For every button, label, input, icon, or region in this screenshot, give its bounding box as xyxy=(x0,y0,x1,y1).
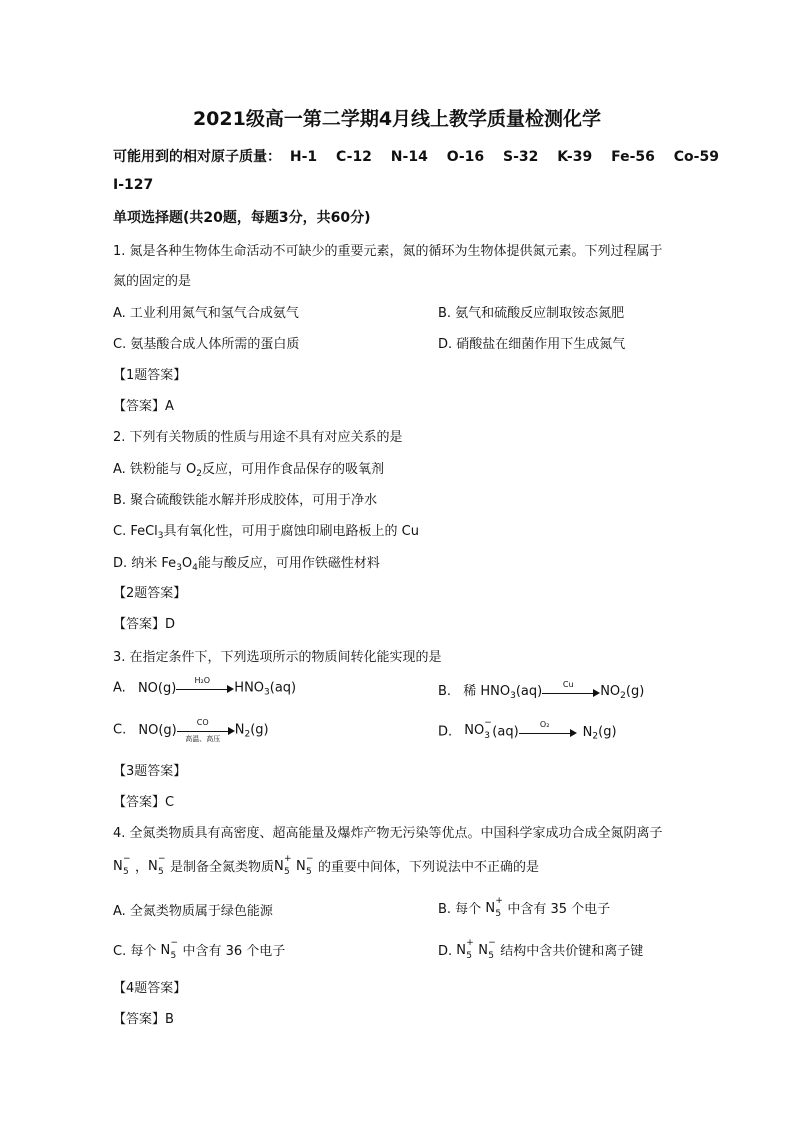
answer-value: D xyxy=(165,617,176,632)
atomic-mass-item: H-1 xyxy=(289,149,318,165)
product: N xyxy=(234,722,245,738)
q2-d-text-cont: 能与酸反应，可用作铁磁性材料 xyxy=(197,556,380,571)
answer-value: A xyxy=(165,399,174,414)
subscript: 4 xyxy=(192,563,198,573)
arrow-condition: Cu xyxy=(562,679,574,689)
option-text: B. 每个 xyxy=(438,902,482,917)
reaction-arrow xyxy=(519,720,577,740)
atomic-mass-item: I-127 xyxy=(113,177,154,193)
q2-c-text-cont: 具有氧化性，可用于腐蚀印刷电路板上的 Cu xyxy=(163,524,419,539)
ion-charge: + xyxy=(466,937,474,948)
question-4-stem-cont xyxy=(113,853,540,878)
q3-answer-heading: 【3题答案】 xyxy=(113,764,187,779)
answer-tag: 【答案】 xyxy=(113,617,166,632)
arrow-condition-below: 高温、高压 xyxy=(185,735,221,743)
ion-base: N xyxy=(296,858,306,874)
product-state: (g) xyxy=(250,722,269,738)
atomic-mass-line xyxy=(113,146,719,166)
reactant: NO(g) xyxy=(138,722,177,738)
ion-charge: − xyxy=(306,853,314,864)
pentazenium-cation xyxy=(485,895,507,920)
ion-charge: − xyxy=(170,937,179,948)
section-title: 单项选择题(共20题，每题3分，共60分) xyxy=(113,210,371,226)
subscript: 3 xyxy=(510,691,516,701)
pentazolate-anion xyxy=(296,853,318,878)
q3-option-d xyxy=(438,718,617,742)
product-state: (g) xyxy=(625,684,645,699)
option-label: D. xyxy=(438,724,453,740)
page-title: 2021级高一第二学期4月线上教学质量检测化学 xyxy=(192,108,602,130)
punctuation: ， xyxy=(135,860,149,875)
q3-answer xyxy=(113,791,174,810)
reaction-arrow xyxy=(542,679,600,700)
q2-c-text: C. FeCl xyxy=(113,524,158,539)
q1-option-b: B. 氨气和硫酸反应制取铵态氮肥 xyxy=(438,306,625,321)
subscript: 2 xyxy=(244,729,251,740)
reactant-state: (aq) xyxy=(492,724,519,740)
subscript: 3 xyxy=(264,687,270,698)
product: N xyxy=(582,724,593,740)
arrow-condition: O₂ xyxy=(539,720,550,729)
question-4-stem: 4. 全氮类物质具有高密度、超高能量及爆炸产物无污染等优点。中国科学家成功合成全氮阴离子 xyxy=(113,826,663,841)
stem-text: 的重要中间体，下列说法中不正确的是 xyxy=(318,860,540,875)
ion-base: N xyxy=(160,942,171,958)
atomic-mass-item: O-16 xyxy=(446,149,485,165)
subscript: 2 xyxy=(196,469,203,479)
q2-d-text: D. 纳米 Fe xyxy=(113,556,177,571)
q3-option-c xyxy=(113,718,269,743)
q4-answer xyxy=(113,1008,174,1027)
q2-option-b: B. 聚合硫酸铁能水解并形成胶体，可用于净水 xyxy=(113,493,378,508)
subscript: 3 xyxy=(157,531,164,541)
ion-subscript: 5 xyxy=(170,950,177,961)
q4-option-a: A. 全氮类物质属于绿色能源 xyxy=(113,904,273,919)
stem-text: 是制备全氮类物质 xyxy=(170,860,275,875)
option-text-cont: 结构中含共价键和离子键 xyxy=(500,944,644,959)
q3-option-a xyxy=(113,676,297,698)
answer-tag: 【答案】 xyxy=(113,1012,166,1027)
reactant: 稀 HNO xyxy=(463,684,511,699)
atomic-mass-item: N-14 xyxy=(390,149,428,165)
answer-value: C xyxy=(165,795,175,810)
atomic-mass-item: K-39 xyxy=(557,149,593,165)
q1-answer-heading: 【1题答案】 xyxy=(113,368,187,383)
ion-base: N xyxy=(274,858,284,874)
q4-option-b xyxy=(438,895,611,920)
pentazolate-anion xyxy=(148,853,170,878)
q2-answer xyxy=(113,613,175,632)
question-1-stem: 1. 氮是各种生物体生命活动不可缺少的重要元素，氮的循环为生物体提供氮元素。下列过程属于 xyxy=(113,244,663,259)
atomic-mass-item: S-32 xyxy=(503,149,539,165)
ion-charge: + xyxy=(495,895,503,906)
option-text-cont: 中含有 36 个电子 xyxy=(182,944,286,959)
q1-option-c: C. 氨基酸合成人体所需的蛋白质 xyxy=(113,337,300,352)
ion-base: N xyxy=(456,942,467,958)
atomic-mass-label: 可能用到的相对原子质量： xyxy=(113,149,281,165)
reactant-state: (aq) xyxy=(515,684,543,699)
pentazolate-anion xyxy=(160,937,182,962)
pentazolate-anion xyxy=(478,937,500,962)
ion-subscript: 5 xyxy=(284,866,290,877)
product: HNO xyxy=(234,680,265,696)
q1-option-a: A. 工业利用氮气和氢气合成氨气 xyxy=(113,306,299,321)
ion-charge: + xyxy=(284,853,292,864)
ion-base: N xyxy=(113,858,123,874)
q4-option-c xyxy=(113,937,286,962)
reaction-arrow xyxy=(176,676,234,696)
pentazenium-cation xyxy=(274,853,296,878)
ion-base: NO xyxy=(464,723,485,738)
q4-answer-heading: 【4题答案】 xyxy=(113,981,187,996)
subscript: 2 xyxy=(620,691,626,701)
product: NO xyxy=(600,684,621,699)
ion-subscript: 3 xyxy=(484,731,491,741)
ion-base: N xyxy=(148,858,158,874)
option-text: C. 每个 xyxy=(113,944,157,959)
ion-subscript: 5 xyxy=(466,950,473,961)
ion-subscript: 5 xyxy=(158,866,164,877)
q2-answer-heading: 【2题答案】 xyxy=(113,586,187,601)
q2-option-a xyxy=(113,458,384,479)
pentazenium-cation xyxy=(456,937,478,962)
subscript: 3 xyxy=(176,563,182,573)
ion-base: N xyxy=(485,900,496,916)
option-label: A. xyxy=(113,680,126,696)
ion-charge: − xyxy=(123,853,131,864)
question-3-stem: 3. 在指定条件下，下列选项所示的物质间转化能实现的是 xyxy=(113,650,442,665)
option-label: D. xyxy=(438,944,453,959)
q3-option-b xyxy=(438,680,644,701)
option-text-cont: 中含有 35 个电子 xyxy=(507,902,611,917)
pentazolate-anion xyxy=(113,853,135,878)
q2-d-text-mid: O xyxy=(181,556,193,571)
ion-charge: − xyxy=(158,853,166,864)
subscript: 2 xyxy=(592,731,599,742)
ion-subscript: 5 xyxy=(123,866,129,877)
question-2-stem: 2. 下列有关物质的性质与用途不具有对应关系的是 xyxy=(113,430,403,445)
q2-option-d xyxy=(113,552,380,573)
q2-a-text: A. 铁粉能与 O xyxy=(113,462,197,477)
atomic-mass-item: Co-59 xyxy=(673,149,719,165)
ion-charge: − xyxy=(484,718,492,728)
reaction-arrow xyxy=(177,718,235,743)
ion-base: N xyxy=(478,942,489,958)
option-label: C. xyxy=(113,722,127,738)
answer-tag: 【答案】 xyxy=(113,399,166,414)
answer-tag: 【答案】 xyxy=(113,795,166,810)
q2-option-c xyxy=(113,520,419,541)
atomic-mass-item: C-12 xyxy=(336,149,372,165)
product-state: (aq) xyxy=(269,680,297,696)
arrow-condition: CO xyxy=(196,718,209,727)
q1-answer xyxy=(113,395,174,414)
product-state: (g) xyxy=(598,724,617,740)
question-1-stem-cont: 氮的固定的是 xyxy=(113,274,192,289)
q1-option-d: D. 硝酸盐在细菌作用下生成氮气 xyxy=(438,337,626,352)
answer-value: B xyxy=(165,1012,174,1027)
q4-option-d xyxy=(438,937,644,962)
ion-charge: − xyxy=(488,937,496,948)
option-label: B. xyxy=(438,684,452,699)
arrow-condition: H₂O xyxy=(194,676,211,685)
ion-subscript: 5 xyxy=(495,908,502,919)
q2-a-text-cont: 反应，可用作食品保存的吸氧剂 xyxy=(202,462,385,477)
ion-subscript: 5 xyxy=(488,950,495,961)
atomic-mass-item: Fe-56 xyxy=(611,149,655,165)
reactant: NO(g) xyxy=(137,680,177,696)
nitrate-ion xyxy=(464,718,492,742)
ion-subscript: 5 xyxy=(306,866,312,877)
